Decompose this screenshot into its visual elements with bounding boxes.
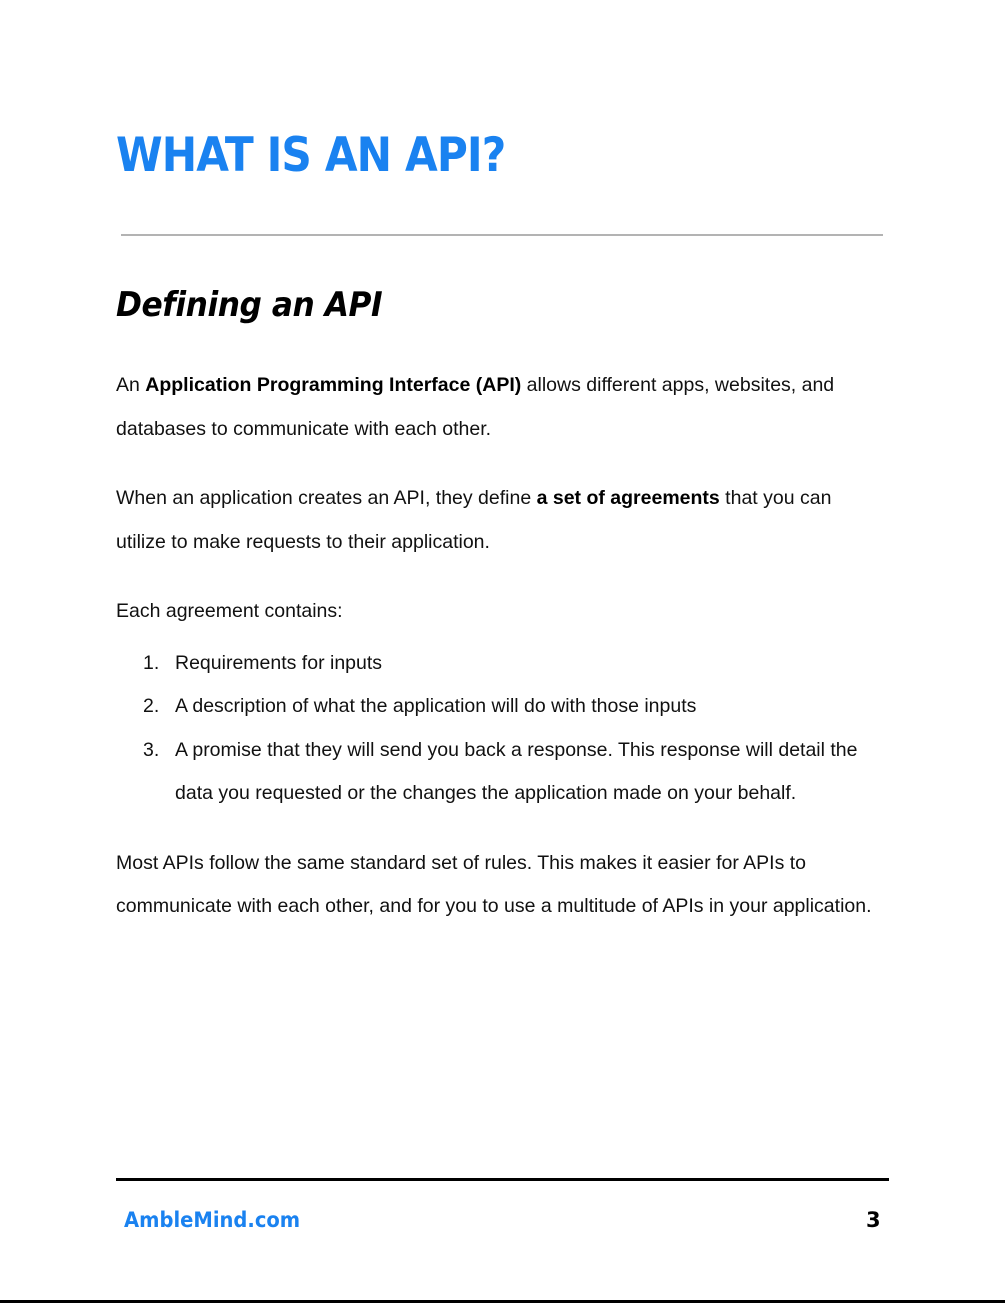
list-item-text: A description of what the application will do with those inputs (175, 695, 697, 717)
bold-term: Application Programming Interface (API) (145, 374, 522, 396)
section-heading: Defining an API (116, 285, 383, 325)
agreement-list (116, 642, 886, 816)
body-text (116, 364, 886, 955)
list-item (116, 642, 886, 686)
list-number: 1. (143, 651, 160, 674)
list-number: 2. (143, 695, 160, 717)
paragraph-agreement-intro: Each agreement contains: (116, 600, 343, 622)
list-item-text: A promise that they will send you back a response. This response will detail the data you requested or the changes the application made on your behalf. (175, 738, 858, 804)
footer-brand-link[interactable]: AmbleMind.com (124, 1208, 301, 1232)
list-item (116, 729, 886, 816)
paragraph-standard-rules: Most APIs follow the same standard set of rules. This makes it easier for APIs to communicate with each other, and for you to use a multitude of APIs in your application. (116, 851, 872, 917)
paragraph-agreements (116, 477, 886, 564)
paragraph-api-definition (116, 364, 886, 451)
list-number: 3. (143, 738, 160, 761)
list-item-text: Requirements for inputs (175, 651, 383, 674)
paragraph-text: allows different apps, websites, and databases to communicate with each other. (116, 374, 835, 440)
bold-term: a set of agreements (536, 487, 720, 509)
page-number: 3 (866, 1208, 881, 1232)
paragraph-text: An (116, 374, 146, 396)
footer-divider (116, 1178, 889, 1181)
title-divider (121, 234, 883, 236)
list-item (116, 685, 886, 729)
paragraph-text: When an application creates an API, they define (116, 487, 537, 509)
paragraph-text: that you can utilize to make requests to their application. (116, 487, 832, 553)
page-title: WHAT IS AN API? (116, 128, 506, 183)
